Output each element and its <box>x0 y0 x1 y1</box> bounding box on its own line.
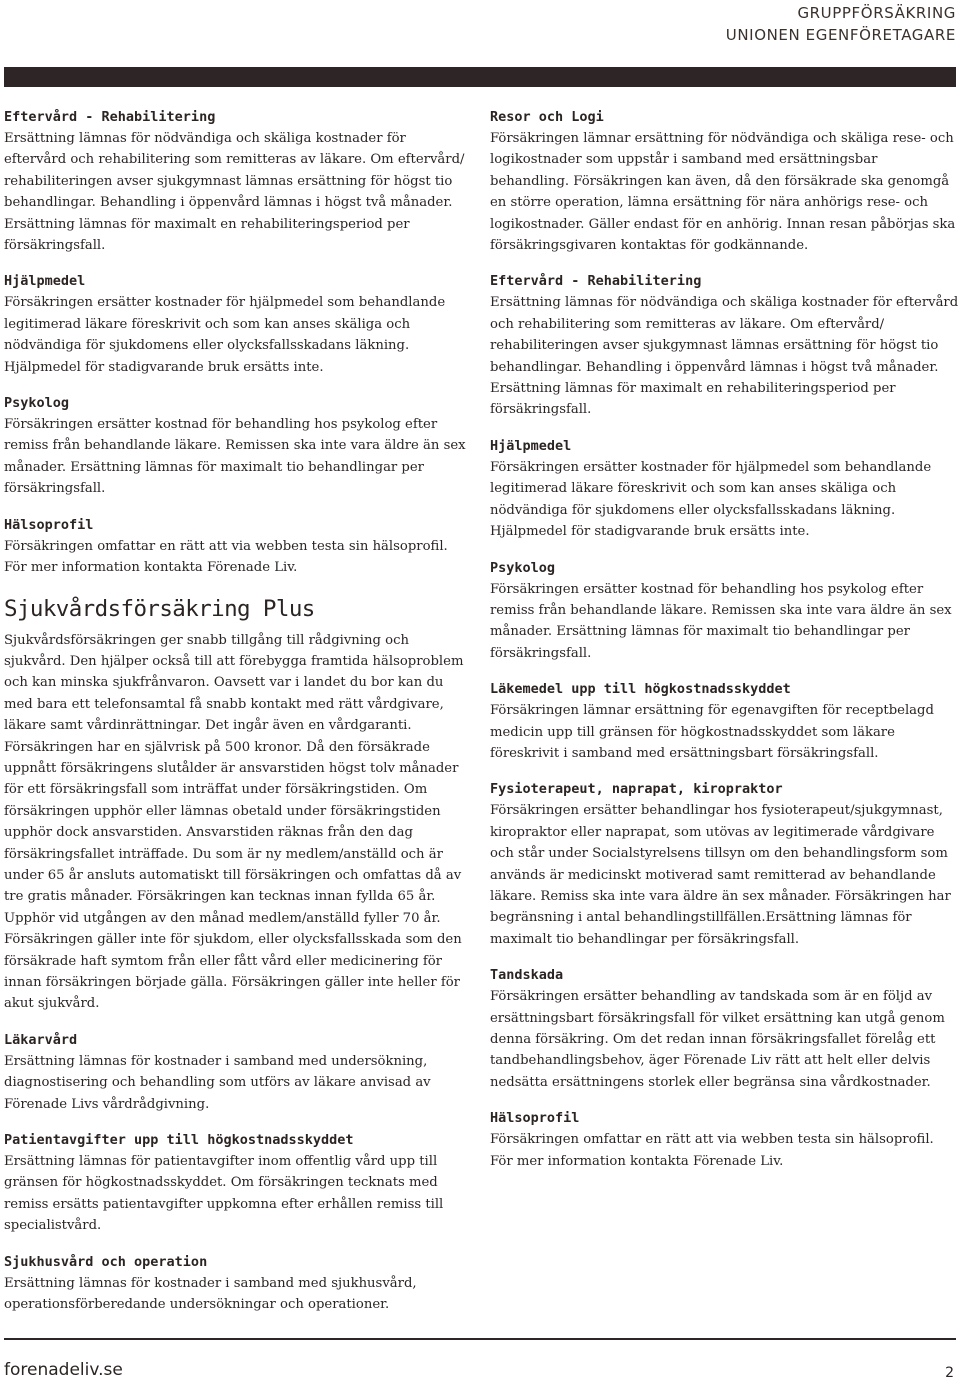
footer-rule <box>4 1338 956 1340</box>
section-heading: Eftervård - Rehabilitering <box>490 273 702 290</box>
section-resor <box>490 107 960 256</box>
page-header <box>726 2 956 46</box>
section-eftervard <box>4 107 469 256</box>
page-number: 2 <box>945 1365 954 1381</box>
section-text: Försäkringen ersätter behandlingar hos fysioterapeut/sjukgymnast, kiropraktor eller naprapat, som utövas av legitimerade vårdgivare och står under Socialstyrelsens tillsyn om den behandlingsform som används är medicinskt motiverad samt remitterad av behandlande läkare. Remiss ska inte vara äldre än sex månader. Försäkringen har begränsning i antal behandlingstillfällen.Ersättning lämnas för maximalt tio behandlingar per försäkringsfall. <box>490 803 951 947</box>
header-line-1: GRUPPFÖRSÄKRING <box>797 4 956 22</box>
section-text: Försäkringen ersätter kostnad för behandling hos psykolog efter remiss från behandlande läkare. Remissen ska inte vara äldre än sex månader. Ersättning lämnas för maximalt tio behandlingar per försäkringsfall. <box>4 417 466 497</box>
section-heading: Hälsoprofil <box>490 1110 580 1127</box>
section-psykolog <box>4 393 469 500</box>
section-patientavgifter <box>4 1130 469 1237</box>
section-heading: Sjukhusvård och operation <box>4 1253 208 1270</box>
section-hjalpmedel-right <box>490 436 960 543</box>
section-text: Ersättning lämnas för nödvändiga och skäliga kostnader för eftervård och rehabilitering som remitteras av läkare. Om eftervård/ rehabiliteringen avser sjukgymnast lämnas ersättning för högst tio behandlingar. Behandling i öppenvård lämnas i högst två månader. Ersättning lämnas för maximalt en rehabiliteringsperiod per försäkringsfall. <box>490 295 959 418</box>
section-heading: Hälsoprofil <box>4 516 94 533</box>
section-heading: Eftervård - Rehabilitering <box>4 109 216 125</box>
section-text: Försäkringen omfattar en rätt att via webben testa sin hälsoprofil. För mer information kontakta Förenade Liv. <box>490 1132 934 1169</box>
section-hjalpmedel <box>4 271 469 378</box>
section-lakarvard <box>4 1030 469 1115</box>
section-text: Ersättning lämnas för kostnader i samband med undersökning, diagnostisering och behandling som utförs av läkare anvisad av Förenade Livs vårdrådgivning. <box>4 1053 431 1112</box>
section-plus <box>4 594 469 1015</box>
section-heading: Resor och Logi <box>490 109 604 125</box>
section-lakemedel <box>490 679 960 764</box>
section-halsoprofil-right <box>490 1108 960 1172</box>
header-line-2: UNIONEN EGENFÖRETAGARE <box>725 26 956 44</box>
plus-title: Sjukvårdsförsäkring Plus <box>4 595 315 622</box>
footer-url[interactable]: forenadeliv.se <box>4 1360 123 1380</box>
section-text: Försäkringen ersätter behandling av tandskada som är en följd av ersättningsbart försäkringsfall för vilket ersättning kan utgå genom denna försäkring. Om det redan innan försäkringsfallet förelåg ett tandbehandlingsbehov, äger Förenade Liv rätt att helt eller delvis nedsätta ersättningens storlek eller begränsa sina vårdkostnader. <box>490 989 945 1090</box>
section-heading: Psykolog <box>490 559 556 576</box>
section-tandskada <box>490 965 960 1093</box>
section-text: Försäkringen omfattar en rätt att via webben testa sin hälsoprofil. För mer information kontakta Förenade Liv. <box>4 538 448 576</box>
section-text: Ersättning lämnas för patientavgifter inom offentlig vård upp till gränsen för högkostnadsskyddet. Om försäkringen tecknats med remiss ersätts patientavgifter uppkomna efter erhållen remiss till specialistvård. <box>4 1154 444 1234</box>
section-fysioterapeut <box>490 779 960 950</box>
section-heading: Läkarvård <box>4 1031 78 1048</box>
section-heading: Patientavgifter upp till högkostnadsskyddet <box>4 1132 354 1149</box>
section-sjukhusvard <box>4 1252 469 1316</box>
section-text: Ersättning lämnas för nödvändiga och skäliga kostnader för eftervård och rehabilitering som remitteras av läkare. Om eftervård/ rehabiliteringen avser sjukgymnast lämnas ersättning för högst tio behandlingar. Behandling i öppenvård lämnas i högst två månader. Ersättning lämnas för maximalt en rehabiliteringsperiod per försäkringsfall. <box>4 131 465 254</box>
section-heading: Psykolog <box>4 395 70 412</box>
header-rule <box>4 67 956 87</box>
right-column <box>490 107 960 1187</box>
section-heading: Tandskada <box>490 967 564 984</box>
section-text: Försäkringen ersätter kostnader för hjälpmedel som behandlande legitimerad läkare föreskrivit och som kan anses skäliga och nödvändiga för sjukdomens eller olycksfallsskadans läkning. Hjälpmedel för stadigvarande bruk ersätts inte. <box>490 459 932 540</box>
section-heading: Hjälpmedel <box>4 273 86 290</box>
left-column <box>4 107 469 1330</box>
section-eftervard-right <box>490 271 960 420</box>
section-text: Försäkringen ersätter kostnader för hjälpmedel som behandlande legitimerad läkare föreskrivit och som kan anses skäliga och nödvändiga för sjukdomens eller olycksfallsskadans läkning. Hjälpmedel för stadigvarande bruk ersätts inte. <box>4 295 446 375</box>
section-heading: Läkemedel upp till högkostnadsskyddet <box>490 681 791 698</box>
section-psykolog-right <box>490 558 960 665</box>
section-text: Försäkringen ersätter kostnad för behandling hos psykolog efter remiss från behandlande läkare. Remissen ska inte vara äldre än sex månader. Ersättning lämnas för maximalt tio behandlingar per försäkringsfall. <box>490 581 952 661</box>
section-text: Försäkringen lämnar ersättning för nödvändiga och skäliga rese- och logikostnader som uppstår i samband med ersättningsbar behandling. Försäkringen kan även, då den försäkrade ska genomgå en större operation, lämna ersättning för nära anhörigs rese- och logikostnader. Gäller endast för en anhörig. Innan resan påbörjas ska försäkringsgivaren kontaktas för godkännande. <box>490 131 956 254</box>
section-text: Försäkringen lämnar ersättning för egenavgiften för receptbelagd medicin upp till gränsen för högkostnadsskyddet som läkare föreskrivit i samband med ersättningsbart försäkringsfall. <box>490 703 934 761</box>
section-text: Ersättning lämnas för kostnader i samband med sjukhusvård, operationsförberedande undersökningar och operationer. <box>4 1275 417 1313</box>
section-halsoprofil <box>4 515 469 579</box>
section-heading: Hjälpmedel <box>490 437 572 454</box>
section-heading: Fysioterapeut, naprapat, kiropraktor <box>490 781 783 798</box>
section-text: Sjukvårdsförsäkringen ger snabb tillgång till rådgivning och sjukvård. Den hjälper också till att förebygga framtida hälsoproblem och kan minska sjukfrånvaron. Oavsett var i landet du bor kan du med bara ett telefonsamtal få snabb kontakt med rätt vårdgivare, läkare samt vårdinrättningar. Det ingår även en vårdgaranti. Försäkringen har en självrisk på 500 kronor. Då den försäkrade uppnått försäkringens slutålder är ansvarstiden högst tolv månader för ett försäkringsfall som inträffat under försäkringstiden. Om försäkringen upphör eller lämnas obetald under försäkringstiden upphör dock ansvarstiden. Ansvarstiden räknas från den dag försäkringsfallet inträffade. Du som är ny medlem/anställd och är under 65 år ansluts automatiskt till försäkringen och omfattas då av tre gratis månader. Försäkringen kan tecknas innan fyllda 65 år. Upphör vid utgången av den månad medlem/anställd fyller 70 år. Försäkringen gäller inte för sjukdom, eller olycksfallsskada som den försäkrade haft symtom från eller fått vård eller medicinering för innan försäkringen började gälla. Försäkringen gäller inte heller för akut sjukvård. <box>4 632 464 1012</box>
